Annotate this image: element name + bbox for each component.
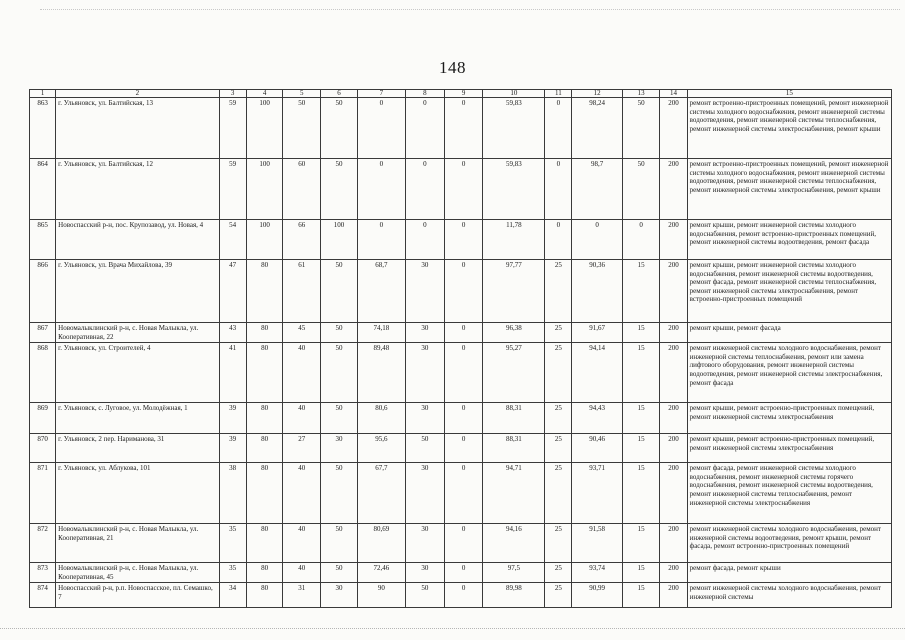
value-cell-c11: 0: [545, 220, 572, 260]
value-cell-c11: 25: [545, 343, 572, 403]
scan-edge-line: [40, 9, 900, 10]
value-cell-c13: 15: [622, 434, 660, 463]
value-cell-c6: 50: [321, 260, 358, 323]
value-cell-c8: 30: [405, 524, 444, 563]
works-cell: ремонт встроенно-пристроенных помещений, ремонт инженерной системы холодного водоснабжения, ремонт инженерной системы водоотведения, ремонт инженерной системы теплоснабжения, ремонт инженерной системы электроснабжения, ремонт крыши: [687, 159, 891, 220]
address-cell: Новомалыклинский р-н, с. Новая Малыкла, ул. Кооперативная, 21: [56, 524, 219, 563]
row-number-cell: 865: [30, 220, 56, 260]
header-row: [30, 90, 892, 98]
value-cell-c12: 91,67: [572, 323, 622, 343]
value-cell-c4: 80: [246, 343, 283, 403]
column-header-12: 12: [572, 90, 622, 98]
value-cell-c10: 97,77: [483, 260, 545, 323]
value-cell-c4: 80: [246, 583, 283, 608]
row-number-cell: 870: [30, 434, 56, 463]
column-header-6: 6: [321, 90, 358, 98]
table-row: [30, 260, 892, 323]
value-cell-c4: 80: [246, 403, 283, 434]
value-cell-c10: 94,71: [483, 463, 545, 524]
works-cell: ремонт крыши, ремонт инженерной системы холодного водоснабжения, ремонт встроенно-пристроенных помещений, ремонт инженерной системы водоотведения, ремонт фасада: [687, 220, 891, 260]
value-cell-c11: 25: [545, 583, 572, 608]
value-cell-c8: 0: [405, 159, 444, 220]
value-cell-c5: 60: [283, 159, 321, 220]
table-body: [30, 98, 892, 608]
value-cell-c8: 30: [405, 323, 444, 343]
value-cell-c8: 30: [405, 403, 444, 434]
row-number-cell: 874: [30, 583, 56, 608]
value-cell-c4: 80: [246, 434, 283, 463]
value-cell-c7: 90: [357, 583, 405, 608]
value-cell-c14: 200: [660, 434, 687, 463]
row-number-cell: 863: [30, 98, 56, 159]
works-cell: ремонт крыши, ремонт фасада: [687, 323, 891, 343]
value-cell-c11: 25: [545, 403, 572, 434]
value-cell-c3: 59: [219, 98, 246, 159]
value-cell-c13: 15: [622, 563, 660, 583]
address-cell: Новоспасский р-н, пос. Крупозавод, ул. Новая, 4: [56, 220, 219, 260]
value-cell-c9: 0: [444, 343, 483, 403]
value-cell-c5: 31: [283, 583, 321, 608]
value-cell-c11: 25: [545, 323, 572, 343]
value-cell-c9: 0: [444, 524, 483, 563]
column-header-2: 2: [56, 90, 219, 98]
value-cell-c8: 0: [405, 98, 444, 159]
value-cell-c11: 25: [545, 524, 572, 563]
scan-edge-line-bottom: [0, 628, 905, 633]
value-cell-c7: 74,18: [357, 323, 405, 343]
value-cell-c7: 0: [357, 159, 405, 220]
address-cell: г. Ульяновск, 2 пер. Нариманова, 31: [56, 434, 219, 463]
value-cell-c14: 200: [660, 403, 687, 434]
value-cell-c11: 0: [545, 98, 572, 159]
address-cell: Новомалыклинский р-н, с. Новая Малыкла, ул. Кооперативная, 22: [56, 323, 219, 343]
value-cell-c14: 200: [660, 463, 687, 524]
value-cell-c14: 200: [660, 524, 687, 563]
value-cell-c6: 50: [321, 343, 358, 403]
column-header-11: 11: [545, 90, 572, 98]
address-cell: г. Ульяновск, ул. Аблукова, 101: [56, 463, 219, 524]
table-row: [30, 159, 892, 220]
column-header-10: 10: [483, 90, 545, 98]
value-cell-c10: 59,83: [483, 159, 545, 220]
value-cell-c10: 95,27: [483, 343, 545, 403]
value-cell-c6: 50: [321, 98, 358, 159]
value-cell-c10: 94,16: [483, 524, 545, 563]
value-cell-c5: 40: [283, 463, 321, 524]
value-cell-c12: 98,7: [572, 159, 622, 220]
works-cell: ремонт фасада, ремонт крыши: [687, 563, 891, 583]
value-cell-c9: 0: [444, 220, 483, 260]
value-cell-c7: 67,7: [357, 463, 405, 524]
value-cell-c9: 0: [444, 159, 483, 220]
value-cell-c5: 50: [283, 98, 321, 159]
value-cell-c4: 80: [246, 563, 283, 583]
value-cell-c4: 100: [246, 159, 283, 220]
address-cell: г. Ульяновск, ул. Балтийская, 13: [56, 98, 219, 159]
row-number-cell: 871: [30, 463, 56, 524]
value-cell-c6: 100: [321, 220, 358, 260]
value-cell-c3: 43: [219, 323, 246, 343]
value-cell-c6: 50: [321, 323, 358, 343]
value-cell-c12: 0: [572, 220, 622, 260]
value-cell-c13: 15: [622, 463, 660, 524]
value-cell-c11: 25: [545, 260, 572, 323]
value-cell-c8: 50: [405, 434, 444, 463]
value-cell-c13: 0: [622, 220, 660, 260]
value-cell-c13: 15: [622, 343, 660, 403]
value-cell-c13: 15: [622, 583, 660, 608]
column-header-5: 5: [283, 90, 321, 98]
value-cell-c8: 0: [405, 220, 444, 260]
value-cell-c13: 15: [622, 323, 660, 343]
value-cell-c12: 90,36: [572, 260, 622, 323]
address-cell: г. Ульяновск, ул. Балтийская, 12: [56, 159, 219, 220]
value-cell-c3: 41: [219, 343, 246, 403]
register-table: [29, 89, 892, 608]
works-cell: ремонт встроенно-пристроенных помещений, ремонт инженерной системы холодного водоснабжения, ремонт инженерной системы водоотведения, ремонт инженерной системы теплоснабжения, ремонт инженерной системы электроснабжения, ремонт крыши: [687, 98, 891, 159]
value-cell-c11: 25: [545, 563, 572, 583]
value-cell-c7: 80,69: [357, 524, 405, 563]
value-cell-c10: 88,31: [483, 403, 545, 434]
table-row: [30, 563, 892, 583]
value-cell-c8: 30: [405, 463, 444, 524]
value-cell-c5: 40: [283, 343, 321, 403]
value-cell-c6: 50: [321, 563, 358, 583]
value-cell-c6: 50: [321, 524, 358, 563]
value-cell-c3: 38: [219, 463, 246, 524]
address-cell: г. Ульяновск, с. Луговое, ул. Молодёжная, 1: [56, 403, 219, 434]
value-cell-c7: 89,48: [357, 343, 405, 403]
value-cell-c9: 0: [444, 434, 483, 463]
value-cell-c3: 39: [219, 434, 246, 463]
value-cell-c12: 94,14: [572, 343, 622, 403]
value-cell-c3: 39: [219, 403, 246, 434]
works-cell: ремонт инженерной системы холодного водоснабжения, ремонт инженерной системы теплоснабжения, ремонт или замена лифтового оборудования, ремонт инженерной системы водоотведения, ремонт инженерной системы электроснабжения, ремонт фасада: [687, 343, 891, 403]
works-cell: ремонт крыши, ремонт инженерной системы холодного водоснабжения, ремонт инженерной системы водоотведения, ремонт фасада, ремонт инженерной системы теплоснабжения, ремонт инженерной системы электроснабжения, ремонт встроенно-пристроенных помещений: [687, 260, 891, 323]
value-cell-c14: 200: [660, 159, 687, 220]
value-cell-c12: 90,46: [572, 434, 622, 463]
value-cell-c3: 35: [219, 524, 246, 563]
value-cell-c4: 80: [246, 524, 283, 563]
page-number: 148: [439, 58, 466, 77]
value-cell-c13: 50: [622, 98, 660, 159]
table-row: [30, 434, 892, 463]
table-row: [30, 323, 892, 343]
value-cell-c10: 59,83: [483, 98, 545, 159]
row-number-cell: 873: [30, 563, 56, 583]
value-cell-c6: 50: [321, 463, 358, 524]
value-cell-c12: 93,71: [572, 463, 622, 524]
value-cell-c8: 30: [405, 563, 444, 583]
value-cell-c6: 50: [321, 159, 358, 220]
value-cell-c10: 97,5: [483, 563, 545, 583]
value-cell-c5: 45: [283, 323, 321, 343]
value-cell-c6: 30: [321, 583, 358, 608]
value-cell-c13: 50: [622, 159, 660, 220]
value-cell-c4: 80: [246, 260, 283, 323]
column-header-15: 15: [687, 90, 891, 98]
table-row: [30, 524, 892, 563]
value-cell-c14: 200: [660, 563, 687, 583]
column-header-13: 13: [622, 90, 660, 98]
value-cell-c7: 80,6: [357, 403, 405, 434]
value-cell-c14: 200: [660, 583, 687, 608]
value-cell-c12: 91,58: [572, 524, 622, 563]
value-cell-c12: 98,24: [572, 98, 622, 159]
column-header-9: 9: [444, 90, 483, 98]
value-cell-c14: 200: [660, 343, 687, 403]
table-row: [30, 403, 892, 434]
value-cell-c6: 30: [321, 434, 358, 463]
value-cell-c14: 200: [660, 220, 687, 260]
table-row: [30, 343, 892, 403]
row-number-cell: 872: [30, 524, 56, 563]
value-cell-c10: 88,31: [483, 434, 545, 463]
column-header-14: 14: [660, 90, 687, 98]
value-cell-c8: 30: [405, 343, 444, 403]
value-cell-c9: 0: [444, 583, 483, 608]
column-header-1: 1: [30, 90, 56, 98]
works-cell: ремонт крыши, ремонт встроенно-пристроенных помещений, ремонт инженерной системы электроснабжения: [687, 434, 891, 463]
value-cell-c3: 59: [219, 159, 246, 220]
value-cell-c11: 25: [545, 434, 572, 463]
column-header-4: 4: [246, 90, 283, 98]
value-cell-c7: 0: [357, 98, 405, 159]
value-cell-c10: 89,98: [483, 583, 545, 608]
value-cell-c14: 200: [660, 98, 687, 159]
value-cell-c14: 200: [660, 323, 687, 343]
value-cell-c4: 100: [246, 98, 283, 159]
value-cell-c10: 96,38: [483, 323, 545, 343]
value-cell-c13: 15: [622, 260, 660, 323]
value-cell-c4: 80: [246, 463, 283, 524]
value-cell-c8: 50: [405, 583, 444, 608]
works-cell: ремонт инженерной системы холодного водоснабжения, ремонт инженерной системы водоотведения, ремонт крыши, ремонт фасада, ремонт встроенно-пристроенных помещений: [687, 524, 891, 563]
row-number-cell: 868: [30, 343, 56, 403]
value-cell-c3: 34: [219, 583, 246, 608]
value-cell-c7: 72,46: [357, 563, 405, 583]
works-cell: ремонт инженерной системы холодного водоснабжения, ремонт инженерной системы: [687, 583, 891, 608]
value-cell-c5: 61: [283, 260, 321, 323]
value-cell-c9: 0: [444, 403, 483, 434]
column-header-8: 8: [405, 90, 444, 98]
column-header-3: 3: [219, 90, 246, 98]
value-cell-c6: 50: [321, 403, 358, 434]
value-cell-c12: 93,74: [572, 563, 622, 583]
value-cell-c9: 0: [444, 463, 483, 524]
value-cell-c9: 0: [444, 260, 483, 323]
address-cell: Новомалыклинский р-н, с. Новая Малыкла, ул. Кооперативная, 45: [56, 563, 219, 583]
value-cell-c4: 100: [246, 220, 283, 260]
value-cell-c11: 25: [545, 463, 572, 524]
value-cell-c3: 47: [219, 260, 246, 323]
value-cell-c12: 90,99: [572, 583, 622, 608]
works-cell: ремонт крыши, ремонт встроенно-пристроенных помещений, ремонт инженерной системы электроснабжения: [687, 403, 891, 434]
value-cell-c5: 27: [283, 434, 321, 463]
row-number-cell: 869: [30, 403, 56, 434]
value-cell-c14: 200: [660, 260, 687, 323]
value-cell-c3: 54: [219, 220, 246, 260]
value-cell-c5: 40: [283, 524, 321, 563]
works-cell: ремонт фасада, ремонт инженерной системы холодного водоснабжения, ремонт инженерной системы горячего водоснабжения, ремонт инженерной системы водоотведения, ремонт инженерной системы теплоснабжения, ремонт инженерной системы электроснабжения: [687, 463, 891, 524]
address-cell: г. Ульяновск, ул. Строителей, 4: [56, 343, 219, 403]
value-cell-c5: 40: [283, 403, 321, 434]
column-header-7: 7: [357, 90, 405, 98]
table-row: [30, 583, 892, 608]
table-row: [30, 220, 892, 260]
row-number-cell: 867: [30, 323, 56, 343]
value-cell-c9: 0: [444, 323, 483, 343]
row-number-cell: 866: [30, 260, 56, 323]
value-cell-c12: 94,43: [572, 403, 622, 434]
row-number-cell: 864: [30, 159, 56, 220]
value-cell-c11: 0: [545, 159, 572, 220]
value-cell-c7: 95,6: [357, 434, 405, 463]
value-cell-c9: 0: [444, 98, 483, 159]
value-cell-c10: 11,78: [483, 220, 545, 260]
value-cell-c7: 68,7: [357, 260, 405, 323]
value-cell-c3: 35: [219, 563, 246, 583]
value-cell-c8: 30: [405, 260, 444, 323]
address-cell: Новоспасский р-н, р.п. Новоспасское, пл. Семашко, 7: [56, 583, 219, 608]
value-cell-c13: 15: [622, 403, 660, 434]
value-cell-c9: 0: [444, 563, 483, 583]
table-row: [30, 463, 892, 524]
value-cell-c13: 15: [622, 524, 660, 563]
address-cell: г. Ульяновск, ул. Врача Михайлова, 39: [56, 260, 219, 323]
value-cell-c5: 66: [283, 220, 321, 260]
value-cell-c4: 80: [246, 323, 283, 343]
value-cell-c7: 0: [357, 220, 405, 260]
table-row: [30, 98, 892, 159]
value-cell-c5: 40: [283, 563, 321, 583]
